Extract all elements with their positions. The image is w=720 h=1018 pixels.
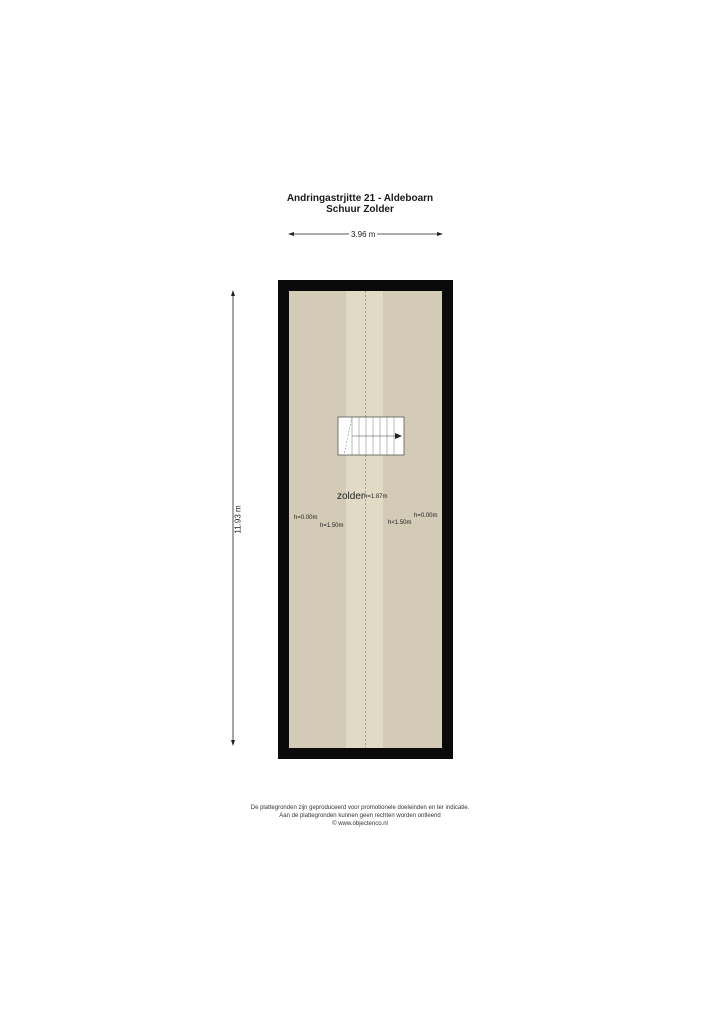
- copyright-line: © www.objectenco.nl: [332, 821, 388, 827]
- staircase: [338, 417, 404, 455]
- room-height-label: h=1.87m: [364, 494, 388, 500]
- height-note-left-wall: h=0.00m: [294, 515, 318, 521]
- plan-title-address: Andringastrjitte 21 - Aldeboarn: [286, 193, 434, 204]
- floor-center-band: [346, 291, 383, 748]
- plan-title-floor: Schuur Zolder: [326, 204, 394, 215]
- height-note-right-wall: h=0.00m: [414, 513, 438, 519]
- disclaimer-line-2: Aan de plattegronden kunnen geen rechten worden ontleend: [279, 813, 441, 819]
- disclaimer-line-1: De plattegronden zijn geproduceerd voor promotionele doeleinden en ter indicatie.: [250, 805, 470, 811]
- length-dimension-label: 11.93 m: [233, 505, 243, 534]
- height-note-right-line: h<1.50m: [388, 520, 412, 526]
- room-name-label: zolder: [337, 491, 365, 502]
- width-dimension-label: 3.96 m: [351, 230, 376, 239]
- height-note-left-line: h=1.50m: [320, 523, 344, 529]
